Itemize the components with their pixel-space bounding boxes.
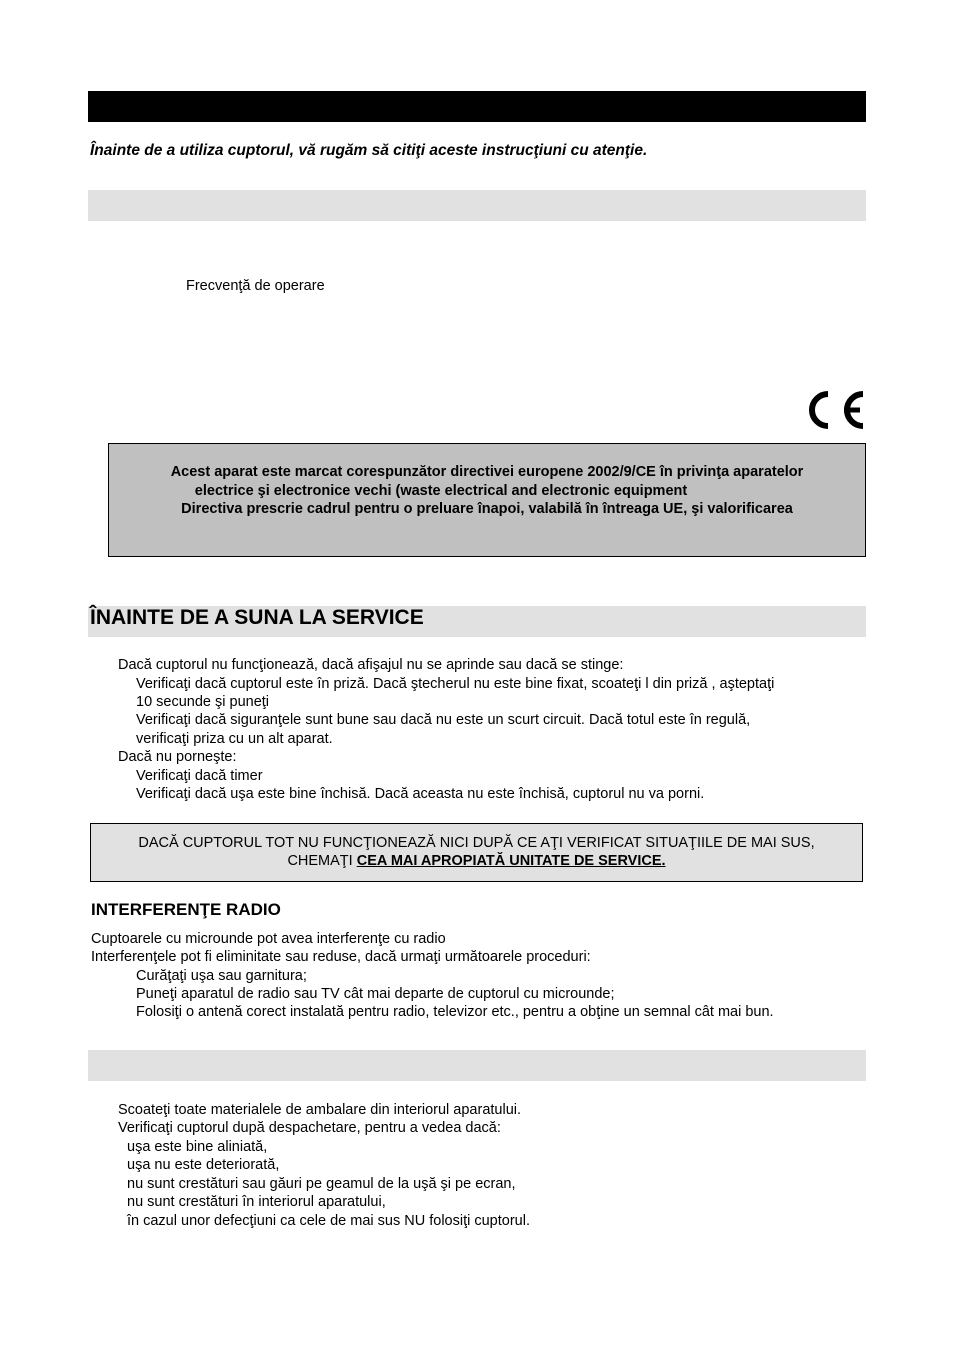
weee-line: electrice şi electronice vechi (waste electrical and electronic equipment — [194, 483, 688, 499]
unpacking-line: nu sunt crestături în interiorul aparatului, — [127, 1194, 386, 1210]
radio-title: INTERFERENŢE RADIO — [91, 900, 281, 919]
service-line: Verificaţi dacă timer — [136, 768, 263, 784]
service-warning-line: DACĂ CUPTORUL TOT NU FUNCŢIONEAZĂ NICI DUPĂ CE AŢI VERIFICAT SITUAŢIILE DE MAI SUS, — [138, 835, 815, 851]
radio-line: Interferenţele pot fi eliminitate sau reduse, dacă urmaţi următoarele proceduri: — [91, 949, 591, 965]
service-line: Verificaţi dacă cuptorul este în priză. Dacă ştecherul nu este bine fixat, scoateţi l din priză , aşteptaţi — [136, 676, 775, 692]
service-line: 10 secunde şi puneţi — [136, 694, 270, 710]
weee-line: Acest aparat este marcat corespunzător directivei europene 2002/9/CE în privinţa aparatelor — [170, 464, 804, 480]
specs-header-bar — [88, 190, 866, 221]
service-line: Verificaţi dacă siguranţele sunt bune sau dacă nu este un scurt circuit. Dacă totul este în regulă, — [136, 712, 751, 728]
unpacking-line: nu sunt crestături sau găuri pe geamul de la uşă şi pe ecran, — [127, 1176, 516, 1192]
ce-mark-icon — [806, 388, 868, 432]
unpacking-line: uşa nu este deteriorată, — [127, 1157, 280, 1173]
section-title: ÎNAINTE DE A SUNA LA SERVICE — [90, 606, 424, 629]
unpacking-header-bar — [88, 1050, 866, 1081]
unpacking-line: Verificaţi cuptorul după despachetare, pentru a vedea dacă: — [118, 1120, 501, 1136]
unpacking-line: uşa este bine aliniată, — [127, 1139, 268, 1155]
header-bar — [88, 91, 866, 122]
unpacking-line: în cazul unor defecţiuni ca cele de mai sus NU folosiţi cuptorul. — [127, 1213, 530, 1229]
service-warning-prefix: CHEMAŢI — [287, 853, 357, 869]
weee-notice-box — [108, 443, 866, 557]
intro-text: Înainte de a utiliza cuptorul, vă rugăm să citiţi aceste instrucţiuni cu atenţie. — [90, 142, 648, 159]
service-warning-box — [90, 823, 863, 882]
service-line: verificaţi priza cu un alt aparat. — [136, 731, 333, 747]
service-line: Dacă nu porneşte: — [118, 749, 237, 765]
unpacking-line: Scoateţi toate materialele de ambalare din interiorul aparatului. — [118, 1102, 522, 1118]
radio-line: Curăţaţi uşa sau garnitura; — [136, 968, 307, 984]
service-unit-link: CEA MAI APROPIATĂ UNITATE DE SERVICE. — [356, 853, 666, 869]
weee-line: Directiva prescrie cadrul pentru o preluare înapoi, valabilă în întreaga UE, şi valorificarea — [181, 501, 793, 517]
service-line: Dacă cuptorul nu funcţionează, dacă afişajul nu se aprinde sau dacă se stinge: — [118, 657, 624, 673]
frequency-label: Frecvenţă de operare — [186, 278, 325, 294]
radio-line: Cuptoarele cu microunde pot avea interferenţe cu radio — [91, 931, 446, 947]
radio-line: Folosiţi o antenă corect instalată pentru radio, televizor etc., pentru a obţine un semnal cât mai bun. — [136, 1004, 774, 1020]
service-line: Verificaţi dacă uşa este bine închisă. Dacă aceasta nu este închisă, cuptorul nu va porni. — [136, 786, 705, 802]
radio-line: Puneţi aparatul de radio sau TV cât mai departe de cuptorul cu microunde; — [136, 986, 615, 1002]
service-warning-line-2 — [91, 853, 862, 869]
